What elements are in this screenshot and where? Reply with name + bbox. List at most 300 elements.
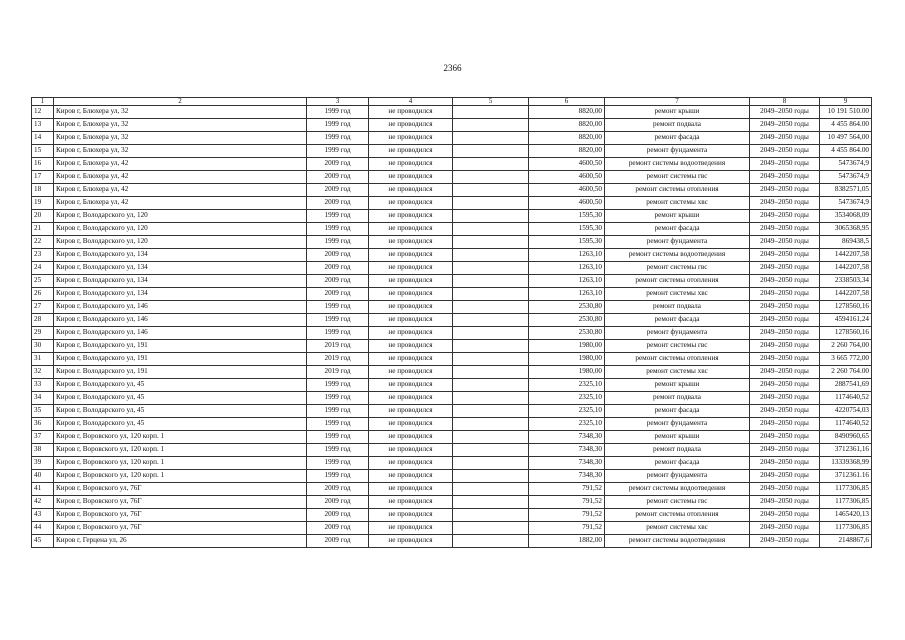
last-repair-cell: не проводился <box>369 249 453 262</box>
address-cell: Киров г, Блюхера ул, 32 <box>54 106 307 119</box>
commissioning-year-cell: 2009 год <box>307 262 369 275</box>
table-row <box>32 314 872 327</box>
last-repair-cell: не проводился <box>369 119 453 132</box>
repair-period-cell: 2049–2050 годы <box>750 158 820 171</box>
commissioning-year-cell: 2009 год <box>307 509 369 522</box>
area-cell: 7348,30 <box>529 444 605 457</box>
last-repair-cell: не проводился <box>369 184 453 197</box>
repair-period-cell: 2049–2050 годы <box>750 223 820 236</box>
address-cell: Киров г, Воровского ул, 76Г <box>54 496 307 509</box>
repair-period-cell: 2049–2050 годы <box>750 132 820 145</box>
work-type-cell: ремонт системы водоотведения <box>605 158 750 171</box>
cost-cell: 3712361,16 <box>820 444 872 457</box>
area-cell: 1595,30 <box>529 223 605 236</box>
area-cell: 1980,00 <box>529 340 605 353</box>
column-number-header: 1 <box>32 98 54 106</box>
work-type-cell: ремонт фундамента <box>605 418 750 431</box>
cost-cell: 3534068,09 <box>820 210 872 223</box>
column-number-header: 3 <box>307 98 369 106</box>
commissioning-year-cell: 2009 год <box>307 535 369 548</box>
empty-cell <box>453 223 529 236</box>
column-number-header: 4 <box>369 98 453 106</box>
work-type-cell: ремонт системы водоотведения <box>605 535 750 548</box>
cost-cell: 1174640,52 <box>820 392 872 405</box>
address-cell: Киров г, Блюхера ул, 42 <box>54 158 307 171</box>
column-number-header: 8 <box>750 98 820 106</box>
repair-period-cell: 2049–2050 годы <box>750 379 820 392</box>
work-type-cell: ремонт фасада <box>605 223 750 236</box>
last-repair-cell: не проводился <box>369 496 453 509</box>
repair-period-cell: 2049–2050 годы <box>750 249 820 262</box>
work-type-cell: ремонт фасада <box>605 314 750 327</box>
last-repair-cell: не проводился <box>369 210 453 223</box>
area-cell: 2530,80 <box>529 327 605 340</box>
area-cell: 791,52 <box>529 509 605 522</box>
repair-period-cell: 2049–2050 годы <box>750 327 820 340</box>
address-cell: Киров г, Володарского ул, 134 <box>54 275 307 288</box>
row-number-cell: 41 <box>32 483 54 496</box>
table-row <box>32 184 872 197</box>
last-repair-cell: не проводился <box>369 379 453 392</box>
address-cell: Киров г, Блюхера ул, 32 <box>54 145 307 158</box>
address-cell: Киров г, Блюхера ул, 32 <box>54 119 307 132</box>
commissioning-year-cell: 2009 год <box>307 171 369 184</box>
empty-cell <box>453 132 529 145</box>
empty-cell <box>453 288 529 301</box>
table-row <box>32 444 872 457</box>
repair-period-cell: 2049–2050 годы <box>750 106 820 119</box>
last-repair-cell: не проводился <box>369 314 453 327</box>
last-repair-cell: не проводился <box>369 535 453 548</box>
row-number-cell: 40 <box>32 470 54 483</box>
cost-cell: 4594161,24 <box>820 314 872 327</box>
area-cell: 1263,10 <box>529 262 605 275</box>
row-number-cell: 28 <box>32 314 54 327</box>
table-row <box>32 158 872 171</box>
repair-period-cell: 2049–2050 годы <box>750 314 820 327</box>
repair-period-cell: 2049–2050 годы <box>750 509 820 522</box>
empty-cell <box>453 119 529 132</box>
empty-cell <box>453 262 529 275</box>
cost-cell: 8382571,05 <box>820 184 872 197</box>
row-number-cell: 22 <box>32 236 54 249</box>
address-cell: Киров г, Воровского ул, 76Г <box>54 483 307 496</box>
cost-cell: 5473674,9 <box>820 171 872 184</box>
table-row <box>32 236 872 249</box>
row-number-cell: 30 <box>32 340 54 353</box>
work-type-cell: ремонт фундамента <box>605 470 750 483</box>
work-type-cell: ремонт системы отопления <box>605 184 750 197</box>
area-cell: 8820,00 <box>529 106 605 119</box>
cost-cell: 2 260 764.00 <box>820 366 872 379</box>
last-repair-cell: не проводился <box>369 522 453 535</box>
empty-cell <box>453 249 529 262</box>
row-number-cell: 16 <box>32 158 54 171</box>
address-cell: Киров г, Блюхера ул, 32 <box>54 132 307 145</box>
area-cell: 7348,30 <box>529 431 605 444</box>
empty-cell <box>453 236 529 249</box>
table-row <box>32 379 872 392</box>
repair-period-cell: 2049–2050 годы <box>750 535 820 548</box>
last-repair-cell: не проводился <box>369 145 453 158</box>
work-type-cell: ремонт фундамента <box>605 327 750 340</box>
table-row <box>32 496 872 509</box>
table-row <box>32 509 872 522</box>
table-row <box>32 288 872 301</box>
commissioning-year-cell: 1999 год <box>307 106 369 119</box>
repair-period-cell: 2049–2050 годы <box>750 119 820 132</box>
work-type-cell: ремонт системы отопления <box>605 509 750 522</box>
last-repair-cell: не проводился <box>369 106 453 119</box>
empty-cell <box>453 392 529 405</box>
cost-cell: 1442207,58 <box>820 249 872 262</box>
empty-cell <box>453 210 529 223</box>
empty-cell <box>453 275 529 288</box>
commissioning-year-cell: 1999 год <box>307 210 369 223</box>
empty-cell <box>453 184 529 197</box>
area-cell: 2530,80 <box>529 314 605 327</box>
commissioning-year-cell: 2009 год <box>307 522 369 535</box>
row-number-cell: 27 <box>32 301 54 314</box>
repair-period-cell: 2049–2050 годы <box>750 184 820 197</box>
address-cell: Киров г, Воровского ул, 120 корп. 1 <box>54 470 307 483</box>
empty-cell <box>453 145 529 158</box>
address-cell: Киров г, Володарского ул, 146 <box>54 301 307 314</box>
cost-cell: 13339368,99 <box>820 457 872 470</box>
empty-cell <box>453 106 529 119</box>
row-number-cell: 37 <box>32 431 54 444</box>
row-number-cell: 12 <box>32 106 54 119</box>
row-number-cell: 42 <box>32 496 54 509</box>
commissioning-year-cell: 2009 год <box>307 483 369 496</box>
address-cell: Киров г, Володарского ул, 146 <box>54 314 307 327</box>
last-repair-cell: не проводился <box>369 418 453 431</box>
repair-period-cell: 2049–2050 годы <box>750 236 820 249</box>
commissioning-year-cell: 1999 год <box>307 119 369 132</box>
last-repair-cell: не проводился <box>369 158 453 171</box>
area-cell: 2530,80 <box>529 301 605 314</box>
last-repair-cell: не проводился <box>369 392 453 405</box>
table-row <box>32 119 872 132</box>
work-type-cell: ремонт крыши <box>605 379 750 392</box>
table-row <box>32 106 872 119</box>
column-number-header: 7 <box>605 98 750 106</box>
empty-cell <box>453 366 529 379</box>
commissioning-year-cell: 1999 год <box>307 405 369 418</box>
empty-cell <box>453 327 529 340</box>
address-cell: Киров г, Володарского ул, 134 <box>54 249 307 262</box>
work-type-cell: ремонт фасада <box>605 132 750 145</box>
address-cell: Киров г, Володарского ул, 191 <box>54 353 307 366</box>
address-cell: Киров г, Воровского ул, 120 корп. 1 <box>54 457 307 470</box>
work-type-cell: ремонт системы хвс <box>605 197 750 210</box>
cost-cell: 1174640,52 <box>820 418 872 431</box>
empty-cell <box>453 522 529 535</box>
area-cell: 1980,00 <box>529 353 605 366</box>
row-number-cell: 25 <box>32 275 54 288</box>
repair-period-cell: 2049–2050 годы <box>750 353 820 366</box>
last-repair-cell: не проводился <box>369 223 453 236</box>
address-cell: Киров г, Володарского ул, 45 <box>54 405 307 418</box>
cost-cell: 4 455 864.00 <box>820 145 872 158</box>
page-number: 2366 <box>443 63 462 73</box>
area-cell: 8820,00 <box>529 132 605 145</box>
area-cell: 4600,50 <box>529 184 605 197</box>
last-repair-cell: не проводился <box>369 366 453 379</box>
last-repair-cell: не проводился <box>369 171 453 184</box>
table-row <box>32 418 872 431</box>
area-cell: 8820,00 <box>529 145 605 158</box>
row-number-cell: 29 <box>32 327 54 340</box>
work-type-cell: ремонт крыши <box>605 106 750 119</box>
commissioning-year-cell: 2009 год <box>307 496 369 509</box>
work-type-cell: ремонт системы водоотведения <box>605 249 750 262</box>
table-row <box>32 301 872 314</box>
commissioning-year-cell: 1999 год <box>307 470 369 483</box>
area-cell: 1595,30 <box>529 236 605 249</box>
commissioning-year-cell: 1999 год <box>307 223 369 236</box>
row-number-cell: 39 <box>32 457 54 470</box>
row-number-cell: 35 <box>32 405 54 418</box>
row-number-cell: 15 <box>32 145 54 158</box>
empty-cell <box>453 457 529 470</box>
table-row <box>32 483 872 496</box>
work-type-cell: ремонт системы гвс <box>605 496 750 509</box>
area-cell: 2325,10 <box>529 405 605 418</box>
address-cell: Киров г, Блюхера ул, 42 <box>54 171 307 184</box>
repair-period-cell: 2049–2050 годы <box>750 145 820 158</box>
area-cell: 7348,30 <box>529 470 605 483</box>
cost-cell: 1442207,58 <box>820 262 872 275</box>
cost-cell: 5473674,9 <box>820 158 872 171</box>
empty-cell <box>453 418 529 431</box>
last-repair-cell: не проводился <box>369 132 453 145</box>
commissioning-year-cell: 1999 год <box>307 379 369 392</box>
address-cell: Киров г, Володарского ул, 45 <box>54 392 307 405</box>
cost-cell: 5473674,9 <box>820 197 872 210</box>
work-type-cell: ремонт системы отопления <box>605 275 750 288</box>
cost-cell: 1177306,85 <box>820 522 872 535</box>
commissioning-year-cell: 2009 год <box>307 184 369 197</box>
commissioning-year-cell: 2019 год <box>307 366 369 379</box>
work-type-cell: ремонт системы водоотведения <box>605 483 750 496</box>
area-cell: 1980,00 <box>529 366 605 379</box>
area-cell: 791,52 <box>529 496 605 509</box>
address-cell: Киров г, Володарского ул, 134 <box>54 288 307 301</box>
last-repair-cell: не проводился <box>369 483 453 496</box>
work-type-cell: ремонт подвала <box>605 119 750 132</box>
table-row <box>32 197 872 210</box>
address-cell: Киров г, Володарского ул, 45 <box>54 418 307 431</box>
last-repair-cell: не проводился <box>369 236 453 249</box>
address-cell: Киров г, Володарского ул, 120 <box>54 223 307 236</box>
commissioning-year-cell: 1999 год <box>307 392 369 405</box>
empty-cell <box>453 353 529 366</box>
row-number-cell: 43 <box>32 509 54 522</box>
repair-period-cell: 2049–2050 годы <box>750 275 820 288</box>
row-number-cell: 34 <box>32 392 54 405</box>
row-number-cell: 32 <box>32 366 54 379</box>
last-repair-cell: не проводился <box>369 275 453 288</box>
address-cell: Киров г, Блюхера ул, 42 <box>54 197 307 210</box>
column-number-header: 9 <box>820 98 872 106</box>
table-row <box>32 275 872 288</box>
empty-cell <box>453 158 529 171</box>
last-repair-cell: не проводился <box>369 353 453 366</box>
empty-cell <box>453 483 529 496</box>
cost-cell: 1442207,58 <box>820 288 872 301</box>
address-cell: Киров г, Володарского ул, 120 <box>54 236 307 249</box>
commissioning-year-cell: 1999 год <box>307 314 369 327</box>
repair-period-cell: 2049–2050 годы <box>750 197 820 210</box>
repair-period-cell: 2049–2050 годы <box>750 210 820 223</box>
work-type-cell: ремонт крыши <box>605 431 750 444</box>
work-type-cell: ремонт системы отопления <box>605 353 750 366</box>
repair-period-cell: 2049–2050 годы <box>750 171 820 184</box>
row-number-cell: 19 <box>32 197 54 210</box>
row-number-cell: 14 <box>32 132 54 145</box>
cost-cell: 8490960,65 <box>820 431 872 444</box>
cost-cell: 10 191 510.00 <box>820 106 872 119</box>
table-row <box>32 171 872 184</box>
repair-program-table <box>31 97 872 548</box>
table-row <box>32 522 872 535</box>
empty-cell <box>453 379 529 392</box>
repair-period-cell: 2049–2050 годы <box>750 392 820 405</box>
repair-period-cell: 2049–2050 годы <box>750 457 820 470</box>
table-row <box>32 223 872 236</box>
commissioning-year-cell: 1999 год <box>307 145 369 158</box>
address-cell: Киров г, Володарского ул, 146 <box>54 327 307 340</box>
area-cell: 1263,10 <box>529 249 605 262</box>
cost-cell: 1177306,85 <box>820 483 872 496</box>
last-repair-cell: не проводился <box>369 197 453 210</box>
cost-cell: 869438,5 <box>820 236 872 249</box>
row-number-cell: 36 <box>32 418 54 431</box>
empty-cell <box>453 314 529 327</box>
area-cell: 4600,50 <box>529 171 605 184</box>
repair-period-cell: 2049–2050 годы <box>750 288 820 301</box>
last-repair-cell: не проводился <box>369 509 453 522</box>
table-row <box>32 132 872 145</box>
cost-cell: 4 455 864.00 <box>820 119 872 132</box>
row-number-cell: 21 <box>32 223 54 236</box>
commissioning-year-cell: 2009 год <box>307 197 369 210</box>
work-type-cell: ремонт системы гвс <box>605 262 750 275</box>
work-type-cell: ремонт системы гвс <box>605 340 750 353</box>
commissioning-year-cell: 2009 год <box>307 288 369 301</box>
table-row <box>32 327 872 340</box>
row-number-cell: 24 <box>32 262 54 275</box>
last-repair-cell: не проводился <box>369 470 453 483</box>
cost-cell: 3712361.16 <box>820 470 872 483</box>
empty-cell <box>453 405 529 418</box>
commissioning-year-cell: 2009 год <box>307 249 369 262</box>
commissioning-year-cell: 1999 год <box>307 431 369 444</box>
table-row <box>32 405 872 418</box>
table-row <box>32 366 872 379</box>
work-type-cell: ремонт фасада <box>605 457 750 470</box>
row-number-cell: 20 <box>32 210 54 223</box>
table-row <box>32 535 872 548</box>
area-cell: 791,52 <box>529 483 605 496</box>
cost-cell: 2338503,34 <box>820 275 872 288</box>
commissioning-year-cell: 1999 год <box>307 418 369 431</box>
work-type-cell: ремонт системы хвс <box>605 522 750 535</box>
work-type-cell: ремонт подвала <box>605 444 750 457</box>
commissioning-year-cell: 1999 год <box>307 457 369 470</box>
work-type-cell: ремонт крыши <box>605 210 750 223</box>
empty-cell <box>453 171 529 184</box>
empty-cell <box>453 197 529 210</box>
address-cell: Киров г, Володарского ул, 120 <box>54 210 307 223</box>
cost-cell: 1278560,16 <box>820 327 872 340</box>
work-type-cell: ремонт системы хвс <box>605 288 750 301</box>
address-cell: Киров г, Воровского ул, 76Г <box>54 522 307 535</box>
commissioning-year-cell: 2019 год <box>307 353 369 366</box>
last-repair-cell: не проводился <box>369 262 453 275</box>
area-cell: 1263,10 <box>529 275 605 288</box>
work-type-cell: ремонт подвала <box>605 392 750 405</box>
area-cell: 7348,30 <box>529 457 605 470</box>
work-type-cell: ремонт системы гвс <box>605 171 750 184</box>
last-repair-cell: не проводился <box>369 327 453 340</box>
empty-cell <box>453 509 529 522</box>
work-type-cell: ремонт фундамента <box>605 145 750 158</box>
table-row <box>32 470 872 483</box>
repair-period-cell: 2049–2050 годы <box>750 470 820 483</box>
row-number-cell: 18 <box>32 184 54 197</box>
row-number-cell: 33 <box>32 379 54 392</box>
row-number-cell: 13 <box>32 119 54 132</box>
commissioning-year-cell: 2009 год <box>307 158 369 171</box>
empty-cell <box>453 444 529 457</box>
commissioning-year-cell: 1999 год <box>307 327 369 340</box>
table-row <box>32 431 872 444</box>
cost-cell: 10 497 564,00 <box>820 132 872 145</box>
address-cell: Киров г, Володарского ул, 134 <box>54 262 307 275</box>
column-number-header: 6 <box>529 98 605 106</box>
cost-cell: 1465420,13 <box>820 509 872 522</box>
address-cell: Киров г, Герцена ул, 26 <box>54 535 307 548</box>
address-cell: Киров г. Володарского ул, 191 <box>54 366 307 379</box>
cost-cell: 2887541,69 <box>820 379 872 392</box>
row-number-cell: 31 <box>32 353 54 366</box>
repair-period-cell: 2049–2050 годы <box>750 340 820 353</box>
table-row <box>32 210 872 223</box>
area-cell: 791,52 <box>529 522 605 535</box>
table-row <box>32 392 872 405</box>
cost-cell: 2 260 764,00 <box>820 340 872 353</box>
commissioning-year-cell: 2019 год <box>307 340 369 353</box>
address-cell: Киров г, Блюхера ул, 42 <box>54 184 307 197</box>
area-cell: 1882,00 <box>529 535 605 548</box>
address-cell: Киров г, Володарского ул, 191 <box>54 340 307 353</box>
table-row <box>32 340 872 353</box>
area-cell: 8820,00 <box>529 119 605 132</box>
repair-period-cell: 2049–2050 годы <box>750 301 820 314</box>
address-cell: Киров г, Воровского ул, 120 корп. 1 <box>54 431 307 444</box>
last-repair-cell: не проводился <box>369 405 453 418</box>
repair-period-cell: 2049–2050 годы <box>750 522 820 535</box>
table-row <box>32 262 872 275</box>
cost-cell: 4220754,03 <box>820 405 872 418</box>
empty-cell <box>453 535 529 548</box>
column-number-header: 2 <box>54 98 307 106</box>
table-row <box>32 353 872 366</box>
repair-period-cell: 2049–2050 годы <box>750 483 820 496</box>
commissioning-year-cell: 2009 год <box>307 275 369 288</box>
